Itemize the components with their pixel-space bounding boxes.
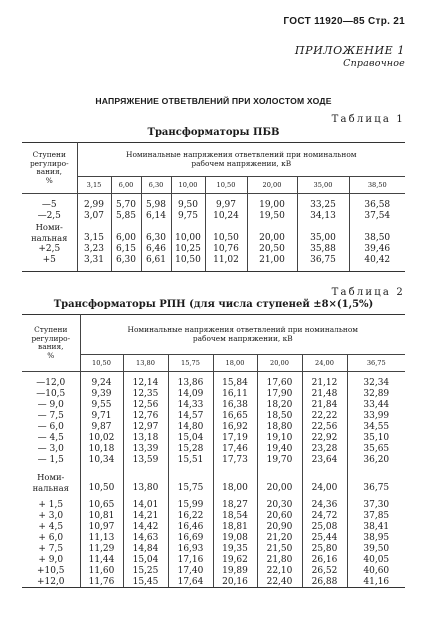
value-cell: 17,90 — [257, 389, 302, 400]
table1-column-header: 20,00 — [247, 177, 297, 194]
table-row — [22, 411, 405, 422]
value-cell: 11,02 — [205, 255, 247, 266]
value-cell: 17,16 — [168, 555, 213, 566]
table1-stub-header: Ступени регулиро- вания, % — [22, 143, 77, 194]
table2-subtitle: Трансформаторы РПН (для числа ступеней ±8×(1,5%) — [53, 299, 374, 310]
value-cell: 17,73 — [213, 455, 257, 466]
value-cell: 9,71 — [80, 411, 123, 422]
empty-cell — [80, 472, 123, 483]
empty-cell — [347, 472, 405, 483]
value-cell: 10,00 — [171, 233, 205, 244]
table-row — [22, 255, 405, 266]
empty-cell — [302, 472, 347, 483]
value-cell: 12,76 — [123, 411, 168, 422]
page-header — [283, 16, 405, 27]
step-cell: +12,0 — [22, 577, 80, 588]
value-cell: 16,22 — [168, 511, 213, 522]
value-cell: 20,00 — [247, 233, 297, 244]
step-cell: нальная — [22, 483, 80, 494]
spacer-row — [22, 266, 405, 272]
step-cell: —12,0 — [22, 378, 80, 389]
value-cell: 32,89 — [347, 389, 405, 400]
value-cell: 15,84 — [213, 378, 257, 389]
value-cell: 6,00 — [111, 233, 141, 244]
value-cell: 13,80 — [123, 483, 168, 494]
value-cell: 20,00 — [257, 483, 302, 494]
table1-label: Таблица 1 — [331, 114, 405, 125]
value-cell: 32,34 — [347, 378, 405, 389]
value-cell: 33,44 — [347, 400, 405, 411]
step-cell: нальная — [22, 233, 77, 244]
table-row — [22, 533, 405, 544]
step-cell: — 3,0 — [22, 444, 80, 455]
table-row — [22, 522, 405, 533]
value-cell: 6,30 — [141, 233, 171, 244]
value-cell — [297, 222, 349, 233]
spacer-cell — [349, 266, 405, 272]
table2-label: Таблица 2 — [331, 287, 405, 298]
value-cell: 25,44 — [302, 533, 347, 544]
table1 — [22, 142, 405, 272]
value-cell: 40,60 — [347, 566, 405, 577]
value-cell: 9,87 — [80, 422, 123, 433]
value-cell: 6,30 — [111, 255, 141, 266]
value-cell: 14,42 — [123, 522, 168, 533]
value-cell: 14,63 — [123, 533, 168, 544]
empty-cell — [123, 472, 168, 483]
value-cell — [205, 222, 247, 233]
table-row — [22, 444, 405, 455]
value-cell: 15,25 — [123, 566, 168, 577]
value-cell: 16,93 — [168, 544, 213, 555]
value-cell: 35,88 — [297, 244, 349, 255]
value-cell: 18,27 — [213, 500, 257, 511]
value-cell: 19,40 — [257, 444, 302, 455]
value-cell: 6,14 — [141, 211, 171, 222]
value-cell: 3,07 — [77, 211, 111, 222]
value-cell: 17,64 — [168, 577, 213, 588]
step-cell: — 9,0 — [22, 400, 80, 411]
value-cell: 20,50 — [247, 244, 297, 255]
value-cell — [349, 222, 405, 233]
value-cell — [77, 222, 111, 233]
value-cell: 22,92 — [302, 433, 347, 444]
value-cell: 11,60 — [80, 566, 123, 577]
table-row — [22, 400, 405, 411]
step-cell: + 9,0 — [22, 555, 80, 566]
value-cell: 40,05 — [347, 555, 405, 566]
value-cell: 13,59 — [123, 455, 168, 466]
value-cell: 20,16 — [213, 577, 257, 588]
value-cell: 19,70 — [257, 455, 302, 466]
step-cell: + 3,0 — [22, 511, 80, 522]
value-cell: 10,81 — [80, 511, 123, 522]
step-cell: —5 — [22, 200, 77, 211]
value-cell: 10,76 — [205, 244, 247, 255]
table2-column-header: 20,00 — [257, 355, 302, 372]
value-cell: 15,28 — [168, 444, 213, 455]
value-cell: 17,60 — [257, 378, 302, 389]
value-cell: 35,65 — [347, 444, 405, 455]
empty-cell — [168, 472, 213, 483]
value-cell: 5,70 — [111, 200, 141, 211]
value-cell: 34,55 — [347, 422, 405, 433]
value-cell: 20,90 — [257, 522, 302, 533]
table-row — [22, 500, 405, 511]
value-cell: 15,99 — [168, 500, 213, 511]
table1-span-header: Номинальные напряжения ответвлений при номинальном рабочем напряжении, кВ — [77, 143, 405, 177]
value-cell: 39,50 — [347, 544, 405, 555]
value-cell: 10,65 — [80, 500, 123, 511]
spacer-cell — [171, 266, 205, 272]
value-cell: 5,85 — [111, 211, 141, 222]
table2-column-header: 13,80 — [123, 355, 168, 372]
value-cell: 36,20 — [347, 455, 405, 466]
value-cell: 6,15 — [111, 244, 141, 255]
table2-column-header: 24,00 — [302, 355, 347, 372]
table-row — [22, 222, 405, 233]
value-cell: 25,08 — [302, 522, 347, 533]
table2-stub-header: Ступени регулиро- вания, % — [22, 315, 80, 372]
value-cell: 39,46 — [349, 244, 405, 255]
value-cell: 14,57 — [168, 411, 213, 422]
value-cell: 21,48 — [302, 389, 347, 400]
value-cell: 16,65 — [213, 411, 257, 422]
table-row — [22, 472, 405, 483]
value-cell: 5,98 — [141, 200, 171, 211]
value-cell: 21,84 — [302, 400, 347, 411]
spacer-cell — [247, 266, 297, 272]
value-cell: 20,60 — [257, 511, 302, 522]
value-cell: 10,24 — [205, 211, 247, 222]
value-cell: 23,28 — [302, 444, 347, 455]
value-cell: 10,18 — [80, 444, 123, 455]
value-cell: 35,10 — [347, 433, 405, 444]
table2-column-header: 18,00 — [213, 355, 257, 372]
value-cell: 40,42 — [349, 255, 405, 266]
value-cell: 6,61 — [141, 255, 171, 266]
value-cell: 15,75 — [168, 483, 213, 494]
table2-column-header: 10,50 — [80, 355, 123, 372]
value-cell: 14,01 — [123, 500, 168, 511]
value-cell: 11,13 — [80, 533, 123, 544]
step-cell: +2,5 — [22, 244, 77, 255]
value-cell: 11,29 — [80, 544, 123, 555]
value-cell: 6,46 — [141, 244, 171, 255]
table2-column-header: 15,75 — [168, 355, 213, 372]
value-cell: 9,97 — [205, 200, 247, 211]
value-cell: 10,97 — [80, 522, 123, 533]
table1-subtitle: Трансформаторы ПБВ — [147, 127, 280, 138]
value-cell: 41,16 — [347, 577, 405, 588]
value-cell: 24,00 — [302, 483, 347, 494]
value-cell: 35,00 — [297, 233, 349, 244]
value-cell: 38,50 — [349, 233, 405, 244]
value-cell: 19,35 — [213, 544, 257, 555]
step-cell: +5 — [22, 255, 77, 266]
value-cell — [111, 222, 141, 233]
value-cell — [247, 222, 297, 233]
value-cell: 18,00 — [213, 483, 257, 494]
nominal-label: Номи- — [22, 472, 80, 483]
value-cell: 22,40 — [257, 577, 302, 588]
value-cell: 15,51 — [168, 455, 213, 466]
value-cell: 10,50 — [171, 255, 205, 266]
step-cell: + 4,5 — [22, 522, 80, 533]
value-cell: 25,80 — [302, 544, 347, 555]
step-cell: — 4,5 — [22, 433, 80, 444]
spacer-cell — [111, 266, 141, 272]
value-cell: 26,16 — [302, 555, 347, 566]
value-cell: 24,72 — [302, 511, 347, 522]
value-cell: 10,02 — [80, 433, 123, 444]
step-cell: +10,5 — [22, 566, 80, 577]
table-row — [22, 544, 405, 555]
table-row — [22, 211, 405, 222]
value-cell: 10,25 — [171, 244, 205, 255]
table2-column-header: 36,75 — [347, 355, 405, 372]
table-row — [22, 511, 405, 522]
value-cell: 15,04 — [168, 433, 213, 444]
value-cell: 16,38 — [213, 400, 257, 411]
table-row — [22, 555, 405, 566]
value-cell: 9,55 — [80, 400, 123, 411]
spacer-cell — [297, 266, 349, 272]
value-cell: 14,21 — [123, 511, 168, 522]
value-cell: 23,64 — [302, 455, 347, 466]
step-cell: Номи- — [22, 222, 77, 233]
main-title: НАПРЯЖЕНИЕ ОТВЕТВЛЕНИЙ ПРИ ХОЛОСТОМ ХОДЕ — [95, 96, 332, 106]
table1-column-header: 3,15 — [77, 177, 111, 194]
value-cell: 21,12 — [302, 378, 347, 389]
value-cell: 18,54 — [213, 511, 257, 522]
table-row — [22, 455, 405, 466]
table2 — [22, 314, 405, 588]
value-cell: 36,75 — [297, 255, 349, 266]
empty-cell — [257, 472, 302, 483]
step-cell: + 6,0 — [22, 533, 80, 544]
table-row — [22, 389, 405, 400]
table-row — [22, 200, 405, 211]
value-cell: 38,41 — [347, 522, 405, 533]
step-cell: + 7,5 — [22, 544, 80, 555]
value-cell: 13,18 — [123, 433, 168, 444]
value-cell: 2,99 — [77, 200, 111, 211]
value-cell: 18,50 — [257, 411, 302, 422]
table-row — [22, 422, 405, 433]
value-cell: 22,22 — [302, 411, 347, 422]
appendix-subtitle: Справочное — [343, 58, 405, 69]
empty-cell — [213, 472, 257, 483]
value-cell: 24,36 — [302, 500, 347, 511]
value-cell: 33,99 — [347, 411, 405, 422]
value-cell: 14,84 — [123, 544, 168, 555]
value-cell: 9,24 — [80, 378, 123, 389]
spacer-cell — [141, 266, 171, 272]
table1-column-header: 38,50 — [349, 177, 405, 194]
value-cell: 11,76 — [80, 577, 123, 588]
step-cell: — 7,5 — [22, 411, 80, 422]
step-cell: —2,5 — [22, 211, 77, 222]
value-cell: 19,89 — [213, 566, 257, 577]
value-cell: 17,40 — [168, 566, 213, 577]
value-cell: 19,50 — [247, 211, 297, 222]
value-cell — [171, 222, 205, 233]
value-cell: 3,31 — [77, 255, 111, 266]
value-cell: 13,39 — [123, 444, 168, 455]
table-row — [22, 566, 405, 577]
value-cell: 21,20 — [257, 533, 302, 544]
value-cell: 10,34 — [80, 455, 123, 466]
value-cell: 3,23 — [77, 244, 111, 255]
value-cell: 22,56 — [302, 422, 347, 433]
table-row — [22, 378, 405, 389]
table-row — [22, 433, 405, 444]
table1-column-header: 6,30 — [141, 177, 171, 194]
value-cell: 12,35 — [123, 389, 168, 400]
appendix-title: ПРИЛОЖЕНИЕ 1 — [294, 44, 405, 57]
value-cell: 17,19 — [213, 433, 257, 444]
value-cell: 21,80 — [257, 555, 302, 566]
spacer-cell — [77, 266, 111, 272]
table1-column-header: 10,50 — [205, 177, 247, 194]
value-cell: 14,80 — [168, 422, 213, 433]
standard-number: ГОСТ 11920—85 — [283, 16, 365, 27]
value-cell: 38,95 — [347, 533, 405, 544]
value-cell: 12,97 — [123, 422, 168, 433]
page-number: Стр. 21 — [367, 16, 405, 27]
value-cell: 37,54 — [349, 211, 405, 222]
value-cell: 33,25 — [297, 200, 349, 211]
step-cell: —10,5 — [22, 389, 80, 400]
value-cell: 16,69 — [168, 533, 213, 544]
value-cell: 13,86 — [168, 378, 213, 389]
value-cell: 18,81 — [213, 522, 257, 533]
value-cell: 10,50 — [80, 483, 123, 494]
step-cell: — 1,5 — [22, 455, 80, 466]
value-cell: 12,56 — [123, 400, 168, 411]
value-cell: 37,30 — [347, 500, 405, 511]
step-cell: + 1,5 — [22, 500, 80, 511]
value-cell: 14,09 — [168, 389, 213, 400]
value-cell: 15,45 — [123, 577, 168, 588]
value-cell: 21,50 — [257, 544, 302, 555]
value-cell: 17,46 — [213, 444, 257, 455]
value-cell: 19,08 — [213, 533, 257, 544]
step-cell: — 6,0 — [22, 422, 80, 433]
value-cell: 34,13 — [297, 211, 349, 222]
value-cell: 16,11 — [213, 389, 257, 400]
value-cell: 20,30 — [257, 500, 302, 511]
value-cell: 16,46 — [168, 522, 213, 533]
value-cell: 19,00 — [247, 200, 297, 211]
spacer-cell — [22, 266, 77, 272]
value-cell: 10,50 — [205, 233, 247, 244]
value-cell: 22,10 — [257, 566, 302, 577]
table-row — [22, 577, 405, 588]
value-cell: 14,33 — [168, 400, 213, 411]
value-cell: 11,44 — [80, 555, 123, 566]
value-cell: 15,04 — [123, 555, 168, 566]
value-cell: 16,92 — [213, 422, 257, 433]
value-cell: 9,39 — [80, 389, 123, 400]
value-cell: 19,62 — [213, 555, 257, 566]
value-cell: 26,52 — [302, 566, 347, 577]
table1-column-header: 6,00 — [111, 177, 141, 194]
value-cell: 9,50 — [171, 200, 205, 211]
value-cell: 18,20 — [257, 400, 302, 411]
value-cell: 26,88 — [302, 577, 347, 588]
value-cell: 9,75 — [171, 211, 205, 222]
value-cell: 12,14 — [123, 378, 168, 389]
value-cell: 36,75 — [347, 483, 405, 494]
spacer-cell — [205, 266, 247, 272]
table-row — [22, 483, 405, 494]
table2-span-header: Номинальные напряжения ответвлений при номинальном рабочем напряжении, кВ — [80, 315, 405, 355]
table1-column-header: 35,00 — [297, 177, 349, 194]
value-cell: 21,00 — [247, 255, 297, 266]
value-cell: 36,58 — [349, 200, 405, 211]
value-cell — [141, 222, 171, 233]
table-row — [22, 233, 405, 244]
value-cell: 37,85 — [347, 511, 405, 522]
table-row — [22, 244, 405, 255]
appendix-block — [295, 44, 405, 70]
value-cell: 19,10 — [257, 433, 302, 444]
value-cell: 3,15 — [77, 233, 111, 244]
value-cell: 18,80 — [257, 422, 302, 433]
table1-column-header: 10,00 — [171, 177, 205, 194]
